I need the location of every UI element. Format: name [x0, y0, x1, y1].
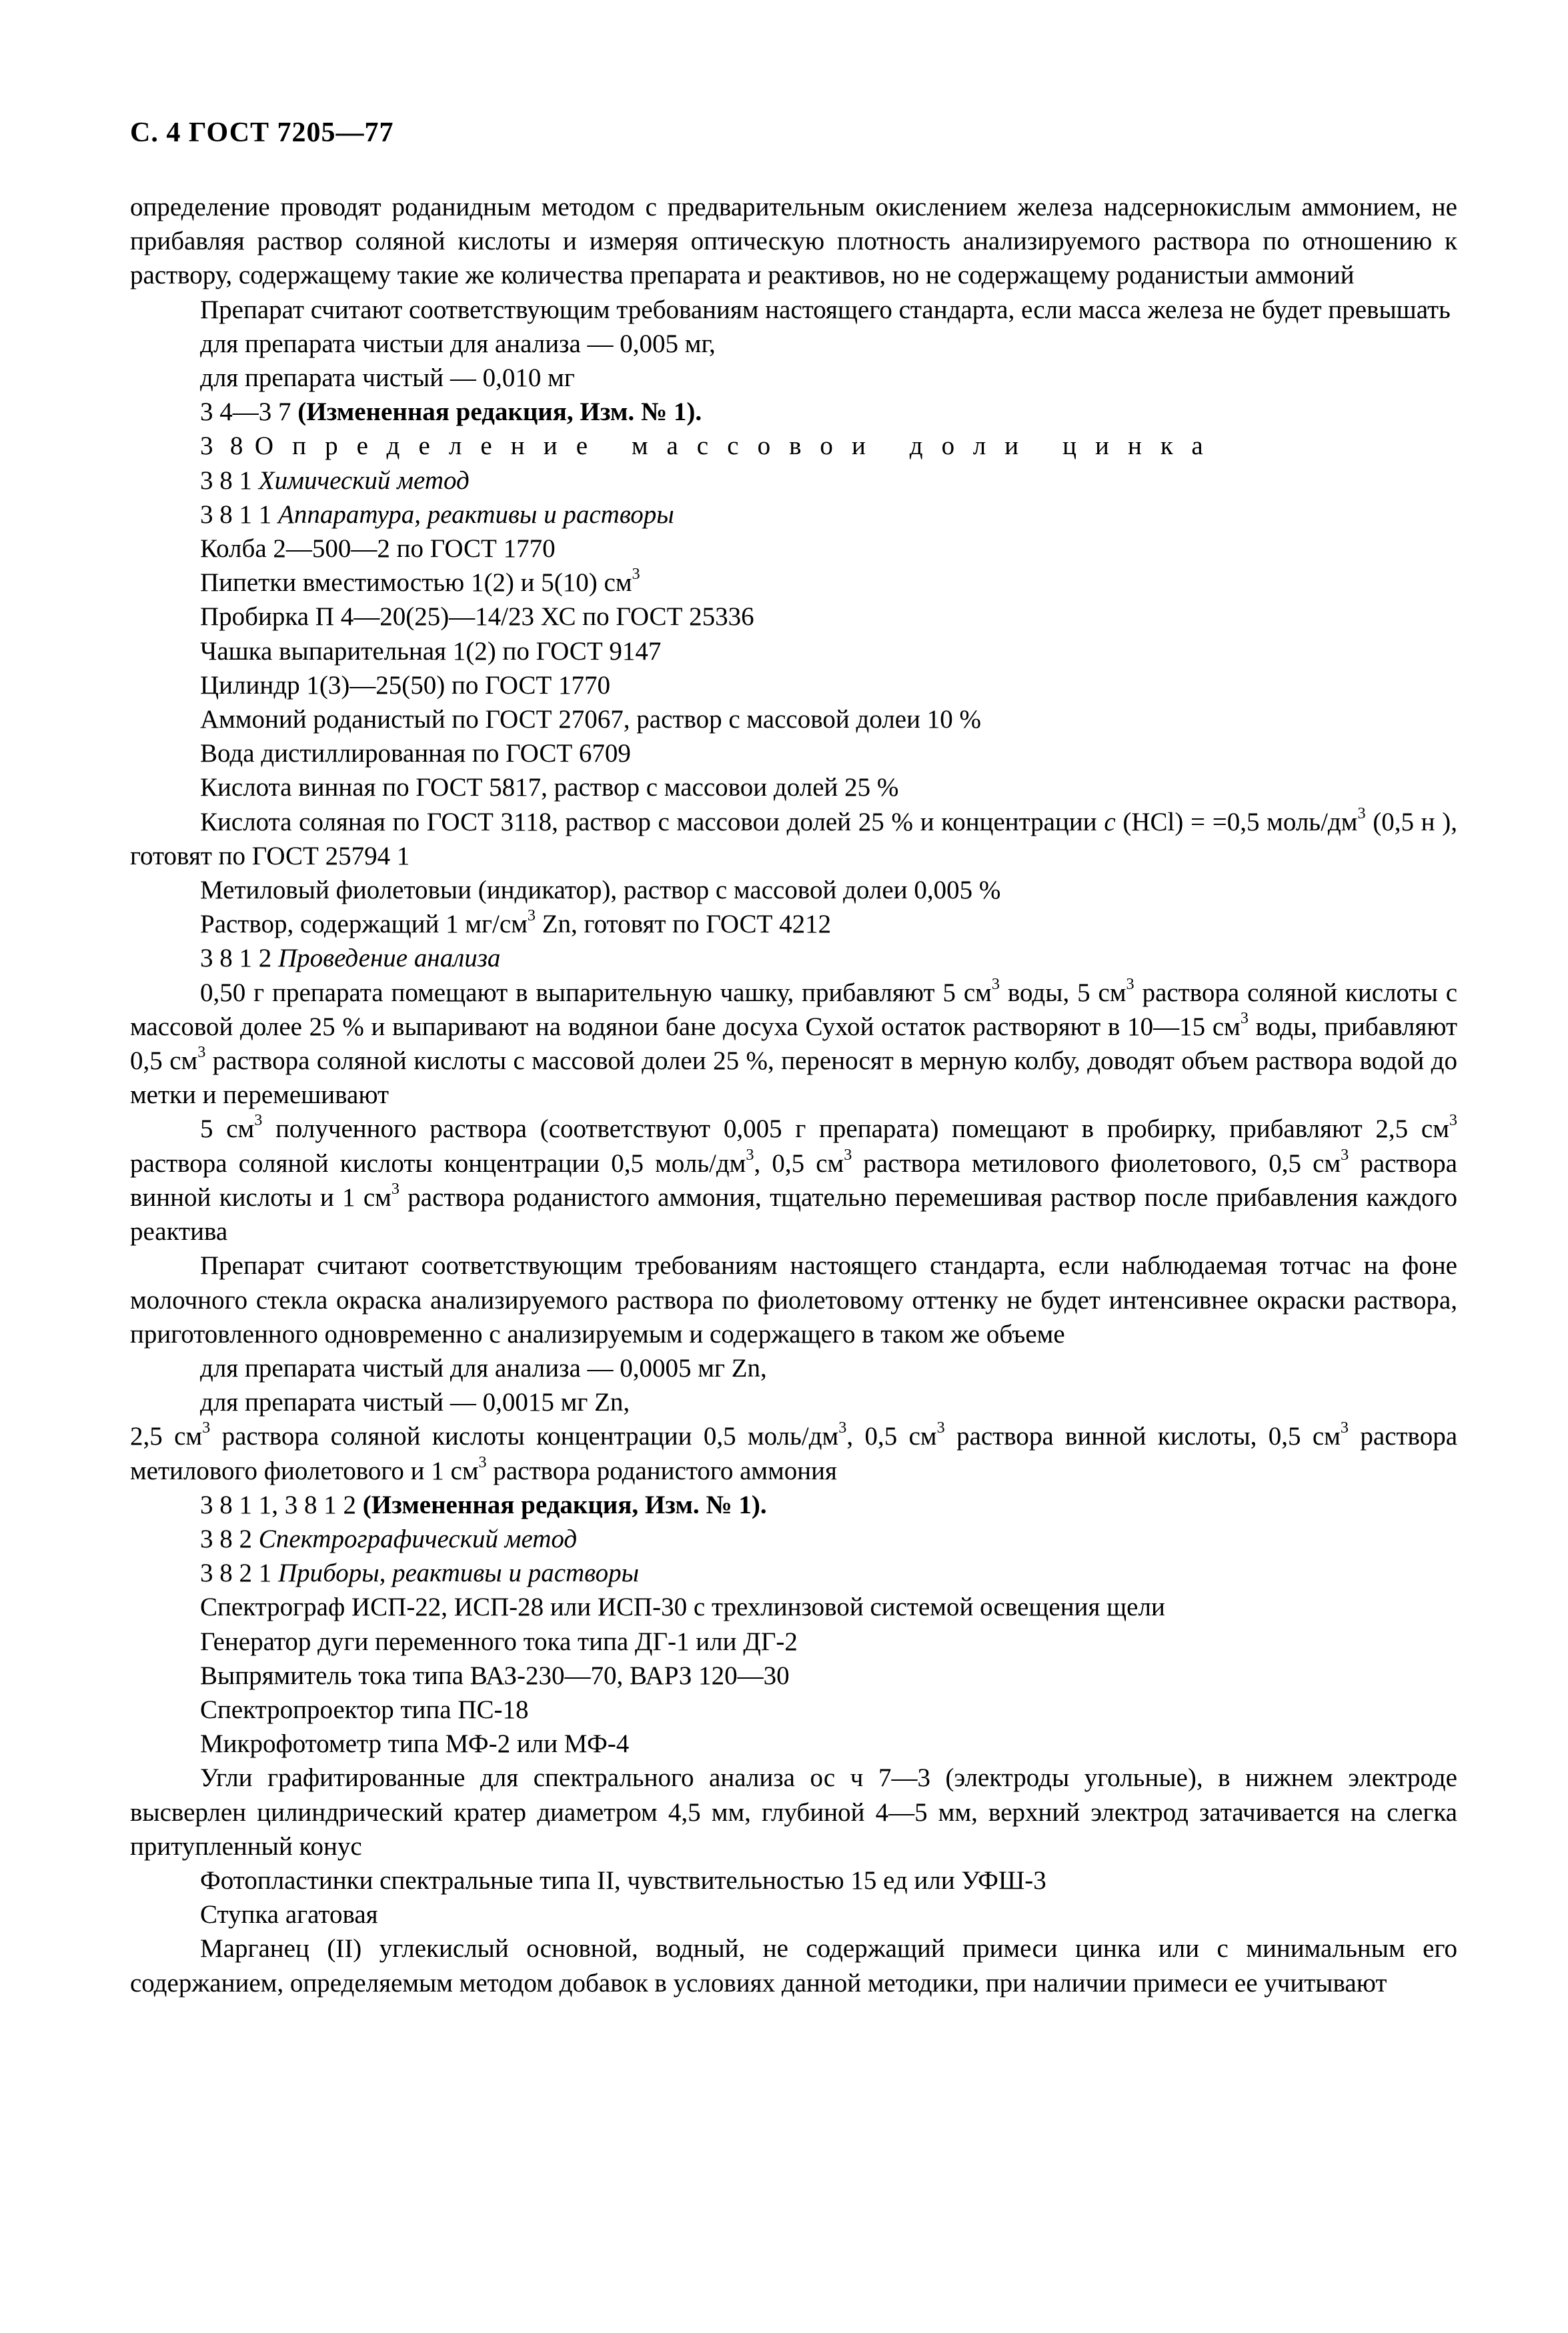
paragraph: Препарат считают соответствующим требованиям настоящего стандарта, если масса железа не будет превышать [200, 295, 1451, 324]
superscript: 3 [746, 1145, 754, 1164]
list-item: Вода дистиллированная по ГОСТ 6709 [200, 739, 631, 768]
list-item: Колба 2—500—2 по ГОСТ 1770 [200, 534, 556, 564]
subsection-heading [130, 498, 1457, 532]
text-run: 5 см [200, 1114, 255, 1144]
clause-number: 3 8 1 1, 3 8 1 2 [200, 1490, 356, 1519]
superscript: 3 [1341, 1145, 1349, 1164]
list-item [130, 907, 1457, 941]
subsection-title: Проведение анализа [278, 944, 501, 973]
list-item: Ступка агатовая [200, 1900, 378, 1929]
superscript: 3 [202, 1419, 211, 1437]
text-run: Zn, готовят по ГОСТ 4212 [542, 910, 832, 939]
superscript: 3 [391, 1179, 400, 1198]
clause-number: 3 8 1 [200, 466, 252, 495]
text-run: с [1104, 807, 1116, 836]
text-run: , 0,5 см [846, 1422, 937, 1451]
superscript: 3 [632, 565, 640, 584]
subsection-heading [130, 1522, 1457, 1556]
subsection-title: Спектрографический метод [258, 1524, 578, 1553]
list-item: Генератор дуги переменного тока типа ДГ-1 или ДГ-2 [200, 1627, 798, 1656]
text-run: 2,5 см [130, 1422, 203, 1451]
text-run: Кислота соляная по ГОСТ 3118, раствор с массовои долей 25 % и концентрации [200, 807, 1097, 836]
list-item: Микрофотометр типа МФ-2 или МФ-4 [200, 1729, 630, 1759]
text-run: воды, 5 см [1007, 978, 1126, 1007]
paragraph [130, 1419, 1457, 1487]
page-header: С. 4 ГОСТ 7205—77 [130, 117, 394, 148]
text-run: Раствор, содержащий 1 мг/см [200, 910, 528, 939]
subsection-heading [130, 1556, 1457, 1590]
paragraph: Угли графитированные для спектрального анализа ос ч 7—3 (электроды угольные), в нижнем электроде высверлен цилиндрический кратер диаметром 4,5 мм, глубиной 4—5 мм, верхний электрод затачивается на слегка притупленный конус [130, 1763, 1457, 1861]
text-run: воды, прибавляют 0,5 см [130, 1012, 1457, 1076]
clause-number: 3 8 1 2 [200, 944, 272, 973]
superscript: 3 [1449, 1111, 1457, 1130]
list-item: Кислота винная по ГОСТ 5817, раствор с массовои долей 25 % [200, 773, 899, 802]
amendment-text: (Измененная редакция, Изм. № 1). [297, 398, 702, 427]
text-run: Пипетки вместимостью 1(2) и 5(10) см [200, 568, 632, 598]
list-item: Метиловый фиолетовыи (индикатор), раствор с массовой долеи 0,005 % [200, 876, 1001, 905]
list-item: Спектропроектор типа ПС-18 [200, 1695, 529, 1724]
paragraph: Препарат считают соответствующим требованиям настоящего стандарта, если наблюдаемая тотчас на фоне молочного стекла окраска анализируемого раствора по фиолетовому оттенку не будет интенсивнее окраски раствора, приготовленного одновременно с анализируемым и содержащего в таком же объеме [130, 1251, 1457, 1349]
text-run: раствора соляной кислоты с массовой долеи 25 %, переносят в мерную колбу, доводят объем раствора водой до метки и перемешивают [130, 1046, 1457, 1110]
list-item: Чашка выпарительная 1(2) по ГОСТ 9147 [200, 636, 662, 666]
text-run: (HCl) = =0,5 моль/дм [1122, 807, 1358, 836]
subsection-title: Приборы, реактивы и растворы [278, 1559, 640, 1588]
superscript: 3 [991, 974, 1000, 993]
amendment-note [130, 1488, 1457, 1522]
superscript: 3 [936, 1419, 945, 1437]
text-run: раствора винной кислоты, 0,5 см [956, 1422, 1341, 1451]
clause-number: 3 4—3 7 [200, 398, 291, 427]
superscript: 3 [197, 1042, 206, 1061]
text-run: раствора метилового фиолетового, 0,5 см [863, 1148, 1341, 1178]
amendment-text: (Измененная редакция, Изм. № 1). [362, 1490, 767, 1519]
superscript: 3 [1357, 804, 1366, 822]
text-run: раствора соляной кислоты с массовой долее 25 % и выпаривают на водянои бане досуха Сухой остаток растворяют в 10—15 см [130, 978, 1458, 1041]
list-item: Цилиндр 1(3)—25(50) по ГОСТ 1770 [200, 670, 610, 700]
superscript: 3 [527, 906, 536, 925]
clause-number: 3 8 2 [200, 1524, 252, 1553]
text-run: 0,50 г препарата помещают в выпарительную чашку, прибавляют 5 см [200, 978, 992, 1007]
subsection-title: Химический метод [258, 466, 470, 495]
text-run: раствора метилового фиолетового и 1 см [130, 1422, 1458, 1485]
section-title: Определение массовои доли цинка [254, 432, 1222, 461]
clause-number: 3 8 [200, 432, 249, 461]
list-item: Пробирка П 4—20(25)—14/23 ХС по ГОСТ 25336 [200, 602, 754, 632]
amendment-note [130, 395, 1457, 429]
subsection-title: Аппаратура, реактивы и растворы [278, 500, 674, 529]
list-item: Выпрямитель тока типа ВАЗ-230—70, ВАРЗ 120—30 [200, 1661, 790, 1690]
paragraph: Марганец (II) углекислый основной, водный, не содержащий примеси цинка или с минимальным его содержанием, определяемым методом добавок в условиях данной методики, при наличии примеси ее учитывают [130, 1934, 1457, 1998]
list-item: Аммоний роданистый по ГОСТ 27067, раствор с массовой долеи 10 % [200, 705, 981, 734]
list-item: для препарата чистыи для анализа — 0,005 мг, [200, 329, 716, 358]
clause-number: 3 8 2 1 [200, 1559, 272, 1588]
list-item: Спектрограф ИСП-22, ИСП-28 или ИСП-30 с трехлинзовой системой освещения щели [200, 1593, 1165, 1622]
section-heading [130, 429, 1457, 463]
superscript: 3 [838, 1419, 847, 1437]
superscript: 3 [254, 1111, 263, 1130]
superscript: 3 [844, 1145, 852, 1164]
clause-number: 3 8 1 1 [200, 500, 272, 529]
superscript: 3 [1126, 974, 1134, 993]
list-item: для препарата чистый для анализа — 0,0005 мг Zn, [200, 1353, 767, 1383]
superscript: 3 [1340, 1419, 1349, 1437]
text-run: раствора роданистого аммония [493, 1456, 837, 1485]
text-run: раствора роданистого аммония, тщательно перемешивая раствор после прибавления каждого реактива [130, 1183, 1458, 1247]
paragraph [130, 1112, 1457, 1249]
paragraph [130, 976, 1457, 1112]
text-run: полученного раствора (соответствуют 0,005 г препарата) помещают в пробирку, прибавляют 2,5 см [275, 1114, 1449, 1144]
paragraph: определение проводят роданидным методом с предварительным окислением железа надсернокислым аммонием, не прибавляя раствор соляной кислоты и измеряя оптическую плотность анализируемого раствора по отношению к раствору, содержащему такие же количества препарата и реактивов, но не содержащему роданистыи аммоний [130, 193, 1457, 290]
text-run: (0,5 н ), готовят по ГОСТ 25794 1 [130, 807, 1457, 870]
list-item [130, 566, 1457, 600]
text-run: , 0,5 см [754, 1148, 844, 1178]
subsection-heading [130, 941, 1457, 975]
list-item: для препарата чистый — 0,010 мг [200, 363, 575, 393]
subsection-heading [130, 464, 1457, 498]
superscript: 3 [1240, 1008, 1249, 1027]
list-item [130, 805, 1457, 873]
document-body [130, 190, 1457, 2000]
list-item: Фотопластинки спектральные типа II, чувствительностью 15 ед или УФШ-3 [200, 1865, 1046, 1895]
text-run: раствора винной кислоты и 1 см [130, 1148, 1457, 1212]
text-run: раствора соляной кислоты концентрации 0,5 моль/дм [130, 1148, 746, 1178]
text-run: раствора соляной кислоты концентрации 0,5 моль/дм [221, 1422, 839, 1451]
list-item: для препарата чистый — 0,0015 мг Zn, [200, 1388, 630, 1417]
superscript: 3 [478, 1453, 487, 1471]
